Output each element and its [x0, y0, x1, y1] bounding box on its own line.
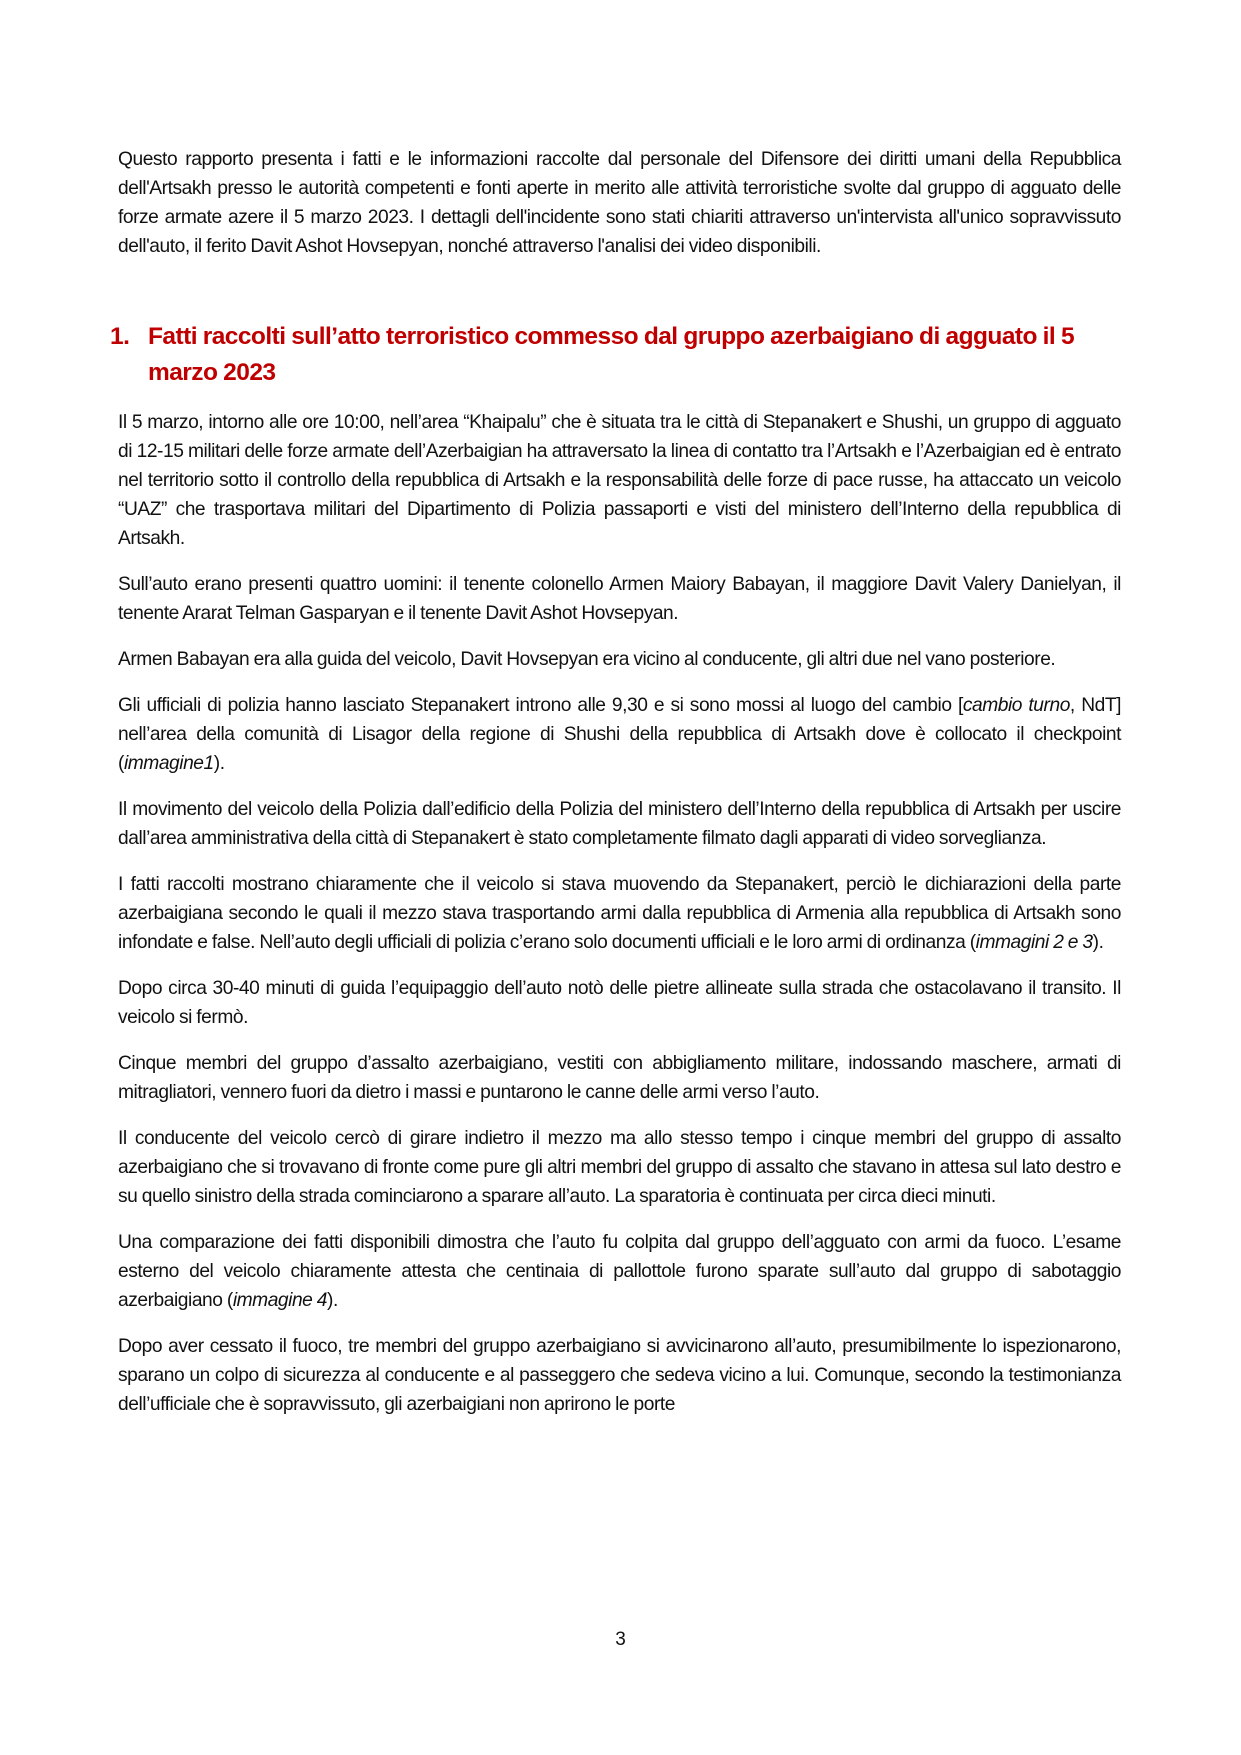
- page-content: [110, 145, 1121, 1436]
- paragraph-vehicle-examination: [118, 1228, 1121, 1315]
- paragraph-roadblock: Dopo circa 30-40 minuti di guida l’equipaggio dell’auto notò delle pietre allineate sulla strada che ostacolavano il transito. Il veicolo si fermò.: [118, 978, 1121, 1028]
- section-number: 1.: [110, 323, 130, 350]
- paragraph-surveillance: Il movimento del veicolo della Polizia dall’edificio della Polizia del ministero dell’Interno della repubblica di Artsakh per uscire dall’area amministrativa della città di Stepanakert è stato completamente filmato dagli apparati di video sorveglianza.: [118, 799, 1121, 849]
- paragraph-inspection: Dopo aver cessato il fuoco, tre membri del gruppo azerbaigiano si avvicinarono all’auto, presumibilmente lo ispezionarono, sparano un colpo di sicurezza al conducente e al passeggero che sedeva vicino a lui. Comunque, secondo la testimonianza dell’ufficiale che è sopravvissuto, gli azerbaigiani non aprirono le porte: [118, 1336, 1121, 1415]
- paragraph-vehicle-occupants: Sull’auto erano presenti quattro uomini: il tenente colonello Armen Maiory Babayan, il maggiore Davit Valery Danielyan, il tenente Ararat Telman Gasparyan e il tenente Davit Ashot Hovsepyan.: [118, 574, 1121, 624]
- section-heading: [110, 319, 1121, 391]
- text-run: Gli ufficiali di polizia hanno lasciato Stepanakert introno alle 9,30 e si sono mossi al luogo del cambio [: [118, 695, 963, 716]
- image-reference: immagini 2 e 3: [975, 932, 1093, 953]
- italic-note: cambio turno: [962, 695, 1070, 716]
- text-run: ).: [213, 753, 225, 774]
- text-run: I fatti raccolti mostrano chiaramente che il veicolo si stava muovendo da Stepanakert, perciò le dichiarazioni della parte azerbaigiana secondo le quali il mezzo stava trasportando armi dalla repubblica di Armenia alla repubblica di Artsakh sono infondate e false. Nell’auto degli ufficiali di polizia c’erano solo documenti ufficiali e le loro armi di ordinanza (: [118, 874, 1121, 953]
- text-run: Una comparazione dei fatti disponibili dimostra che l’auto fu colpita dal gruppo dell’agguato con armi da fuoco. L’esame esterno del veicolo chiaramente attesta che centinaia di pallottole furono sparate sull’auto dal gruppo di sabotaggio azerbaigiano (: [118, 1232, 1121, 1311]
- text-run: ).: [1092, 932, 1104, 953]
- paragraph-ambush-location: Il 5 marzo, intorno alle ore 10:00, nell’area “Khaipalu” che è situata tra le città di Stepanakert e Shushi, un gruppo di agguato di 12-15 militari delle forze armate dell’Azerbaigian ha attraversato la linea di contatto tra l’Artsakh e l’Azerbaigian ed è entrato nel territorio sotto il controllo della repubblica di Artsakh e la responsabilità delle forze di pace russe, ha attaccato un veicolo “UAZ” che trasportava militari del Dipartimento di Polizia passaporti e visti del ministero dell’Interno della repubblica di Artsakh.: [118, 412, 1121, 549]
- image-reference: immagine 4: [232, 1290, 327, 1311]
- paragraph-assault-group: Cinque membri del gruppo d’assalto azerbaigiano, vestiti con abbigliamento militare, indossando maschere, armati di mitragliatori, vennero fuori da dietro i massi e puntarono le canne delle armi verso l’auto.: [118, 1053, 1121, 1103]
- intro-paragraph: Questo rapporto presenta i fatti e le informazioni raccolte dal personale del Difensore dei diritti umani della Repubblica dell'Artsakh presso le autorità competenti e fonti aperte in merito alle attività terroristiche svolte dal gruppo di agguato delle forze armate azere il 5 marzo 2023. I dettagli dell'incidente sono stati chiariti attraverso un'intervista all'unico sopravvissuto dell'auto, il ferito Davit Ashot Hovsepyan, nonché attraverso l'analisi dei video disponibili.: [118, 149, 1121, 257]
- text-run: ).: [327, 1290, 338, 1311]
- paragraph-claims-refuted: [118, 870, 1121, 957]
- section-title: Fatti raccolti sull’atto terroristico commesso dal gruppo azerbaigiano di agguato il 5 marzo 2023: [148, 323, 1075, 386]
- paragraph-departure: [118, 691, 1121, 778]
- paragraph-seating: Armen Babayan era alla guida del veicolo, Davit Hovsepyan era vicino al conducente, gli altri due nel vano posteriore.: [118, 649, 1056, 670]
- text-run: , NdT] nell’area della comunità di Lisagor della regione di Shushi della repubblica di Artsakh dove è collocato il checkpoint (: [118, 695, 1121, 774]
- paragraph-shooting: Il conducente del veicolo cercò di girare indietro il mezzo ma allo stesso tempo i cinque membri del gruppo di assalto azerbaigiano che si trovavano di fronte come pure gli altri membri del gruppo di assalto che stavano in attesa sul lato destro e su quello sinistro della strada cominciarono a sparare all’auto. La sparatoria è continuata per circa dieci minuti.: [118, 1128, 1121, 1207]
- image-reference: immagine1: [123, 753, 214, 774]
- page-number: 3: [615, 1629, 626, 1650]
